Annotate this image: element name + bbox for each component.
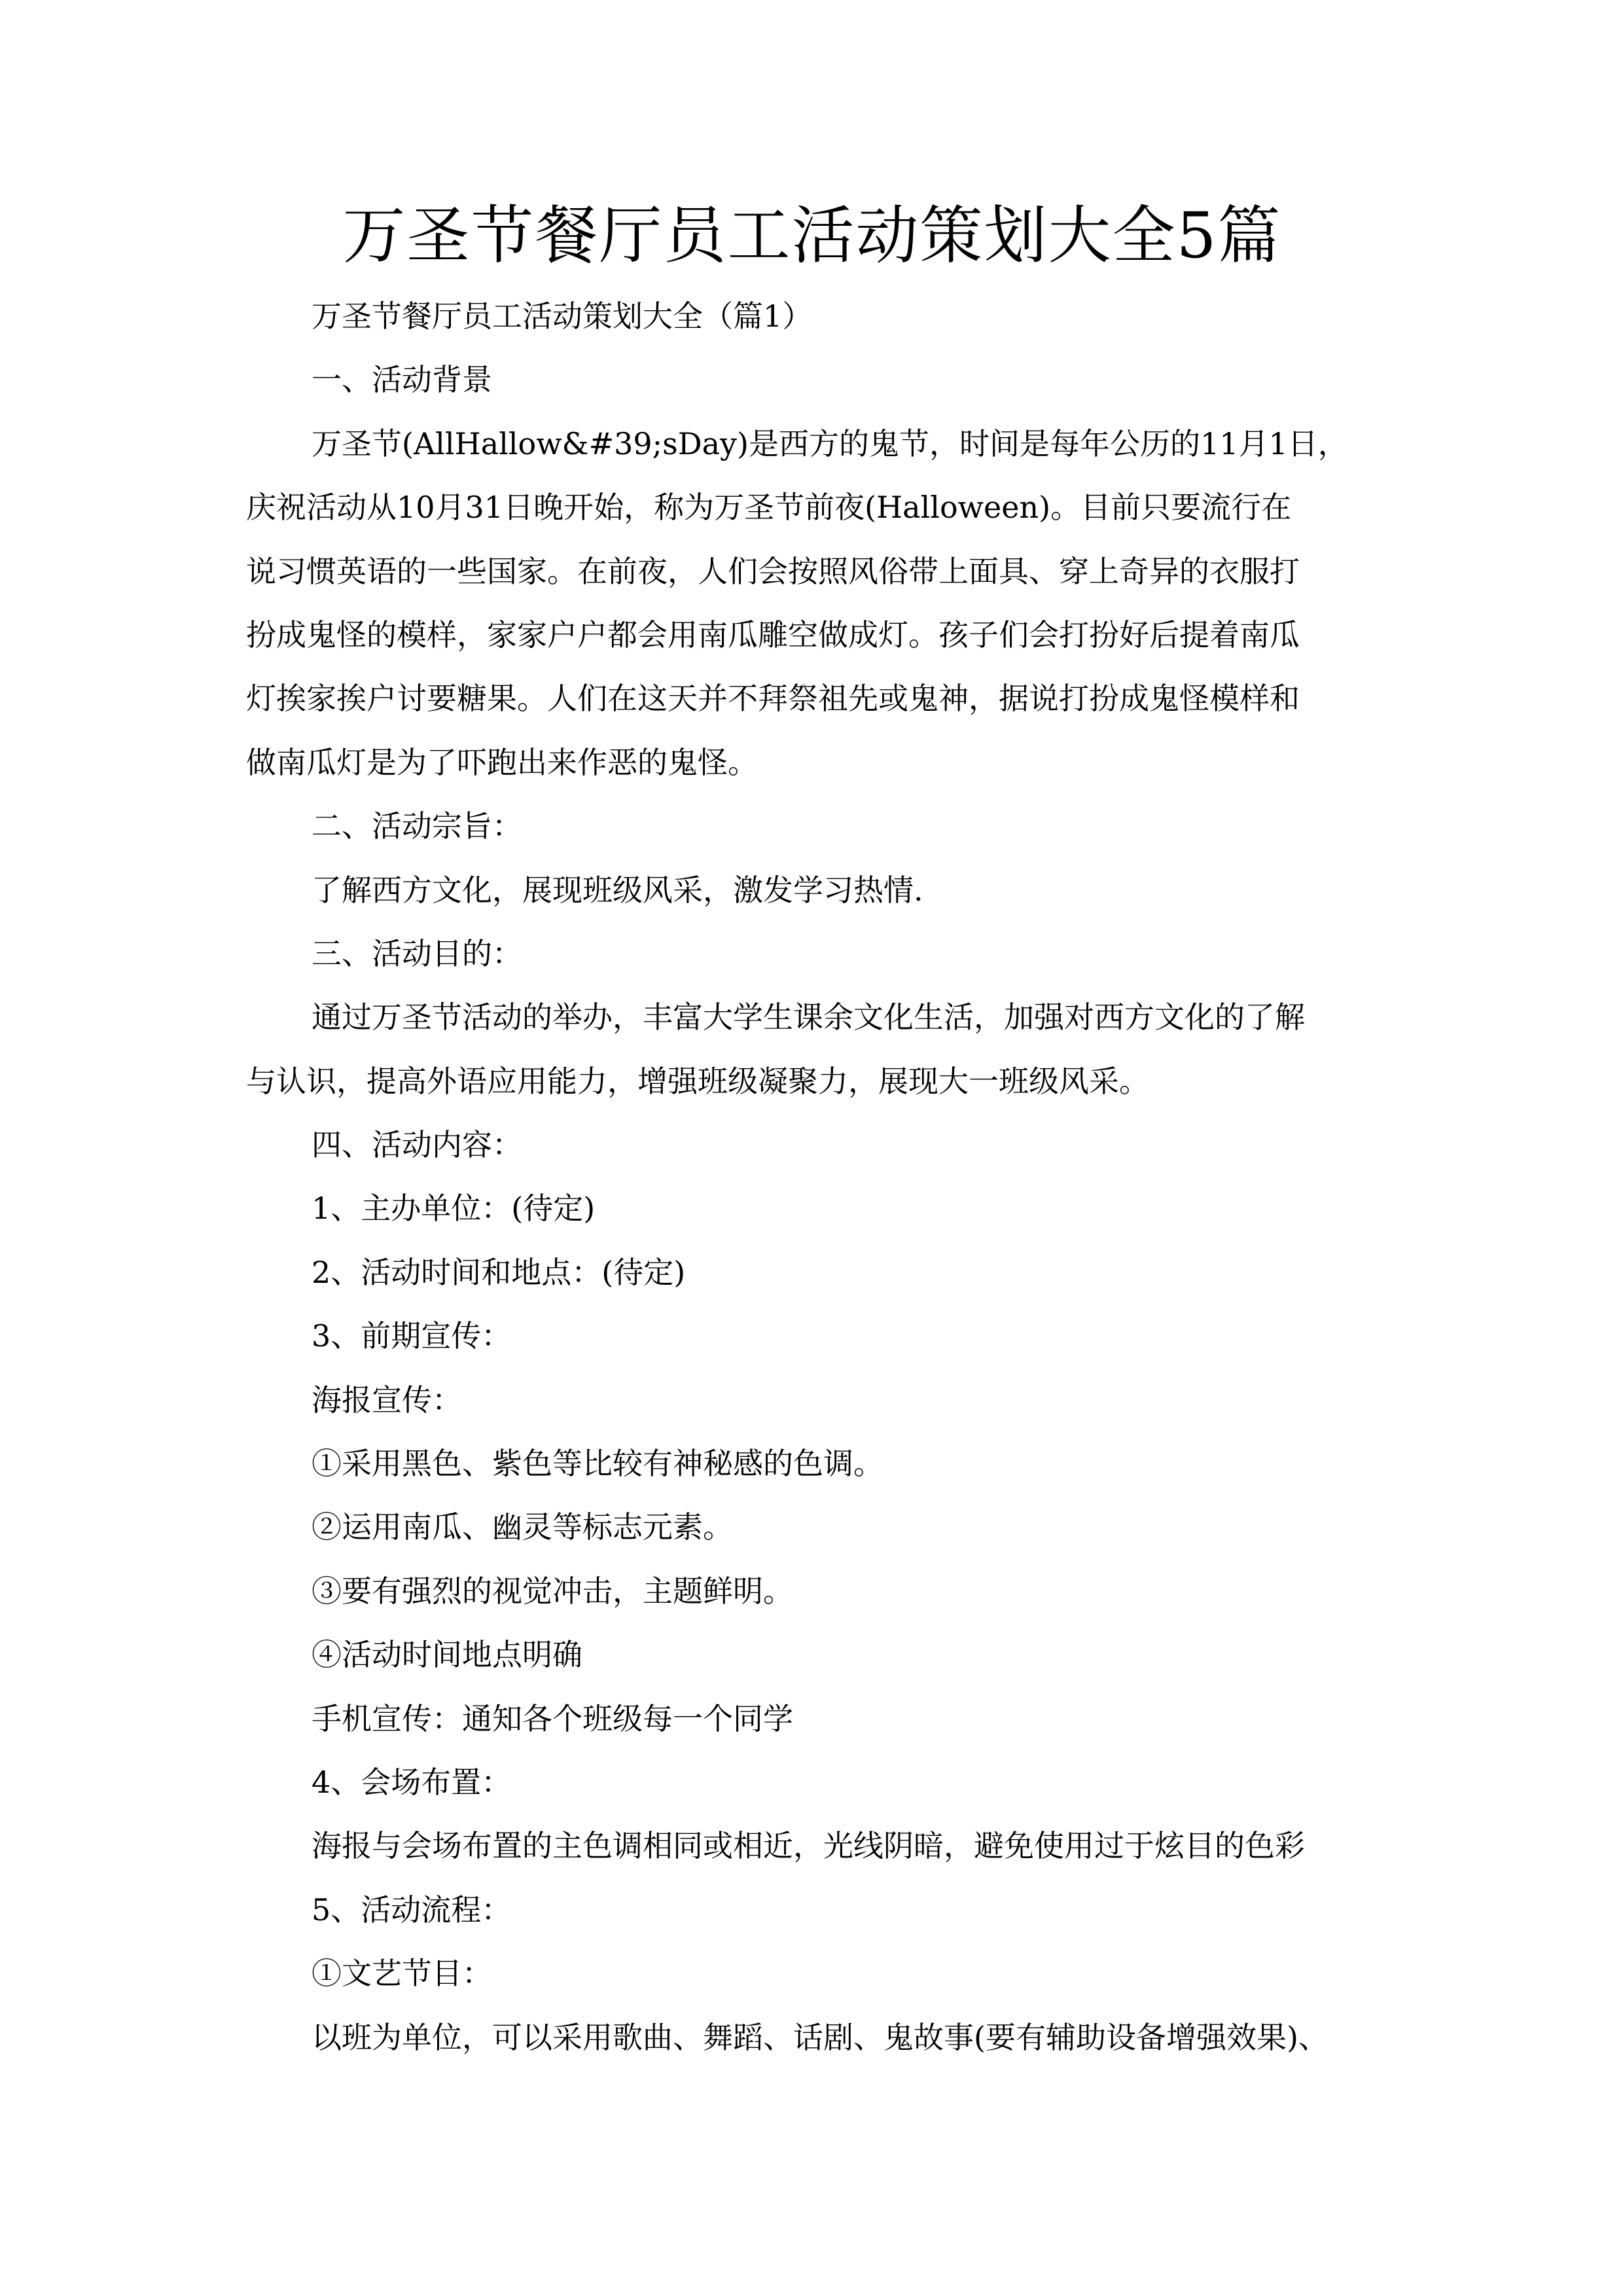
paragraph-line: 海报宣传： <box>312 1382 462 1418</box>
list-item: 1、主办单位：(待定) <box>312 1191 596 1227</box>
list-item: ①采用黑色、紫色等比较有神秘感的色调。 <box>312 1446 883 1482</box>
list-item: 5、活动流程： <box>312 1892 512 1928</box>
section-subtitle: 万圣节餐厅员工活动策划大全（篇1） <box>312 298 813 334</box>
list-item: ①文艺节目： <box>312 1956 492 1992</box>
paragraph-line: 海报与会场布置的主色调相同或相近，光线阴暗，避免使用过于炫目的色彩 <box>312 1828 1305 1864</box>
paragraph-line: 做南瓜灯是为了吓跑出来作恶的鬼怪。 <box>246 744 758 780</box>
heading-purpose: 二、活动宗旨： <box>312 808 522 844</box>
document-title: 万圣节餐厅员工活动策划大全5篇 <box>342 199 1282 272</box>
paragraph-line: 与认识，提高外语应用能力，增强班级凝聚力，展现大一班级风采。 <box>246 1063 1149 1099</box>
heading-content: 四、活动内容： <box>312 1127 522 1163</box>
paragraph-line: 灯挨家挨户讨要糖果。人们在这天并不拜祭祖先或鬼神，据说打扮成鬼怪模样和 <box>246 681 1300 717</box>
heading-background: 一、活动背景 <box>312 362 492 398</box>
paragraph-line: 庆祝活动从10月31日晚开始，称为万圣节前夜(Halloween)。目前只要流行在 <box>246 490 1292 526</box>
paragraph-line: 了解西方文化，展现班级风采，激发学习热情. <box>312 872 923 908</box>
paragraph-line: 扮成鬼怪的模样，家家户户都会用南瓜雕空做成灯。孩子们会打扮好后提着南瓜 <box>246 617 1300 653</box>
heading-goal: 三、活动目的： <box>312 935 522 971</box>
list-item: ③要有强烈的视觉冲击，主题鲜明。 <box>312 1573 793 1609</box>
list-item: 2、活动时间和地点：(待定) <box>312 1254 686 1290</box>
list-item: 4、会场布置： <box>312 1764 512 1800</box>
paragraph-line: 手机宣传：通知各个班级每一个同学 <box>312 1700 793 1736</box>
list-item: ②运用南瓜、幽灵等标志元素。 <box>312 1509 733 1545</box>
paragraph-line: 说习惯英语的一些国家。在前夜，人们会按照风俗带上面具、穿上奇异的衣服打 <box>246 553 1300 589</box>
paragraph-line: 万圣节(AllHallow&#39;sDay)是西方的鬼节，时间是每年公历的11月1日， <box>312 425 1348 461</box>
list-item: 3、前期宣传： <box>312 1318 512 1354</box>
paragraph-line: 以班为单位，可以采用歌曲、舞蹈、话剧、鬼故事(要有辅助设备增强效果)、 <box>312 2019 1329 2055</box>
document-body <box>246 285 1378 2070</box>
list-item: ④活动时间地点明确 <box>312 1637 582 1673</box>
paragraph-line: 通过万圣节活动的举办，丰富大学生课余文化生活，加强对西方文化的了解 <box>312 999 1305 1035</box>
